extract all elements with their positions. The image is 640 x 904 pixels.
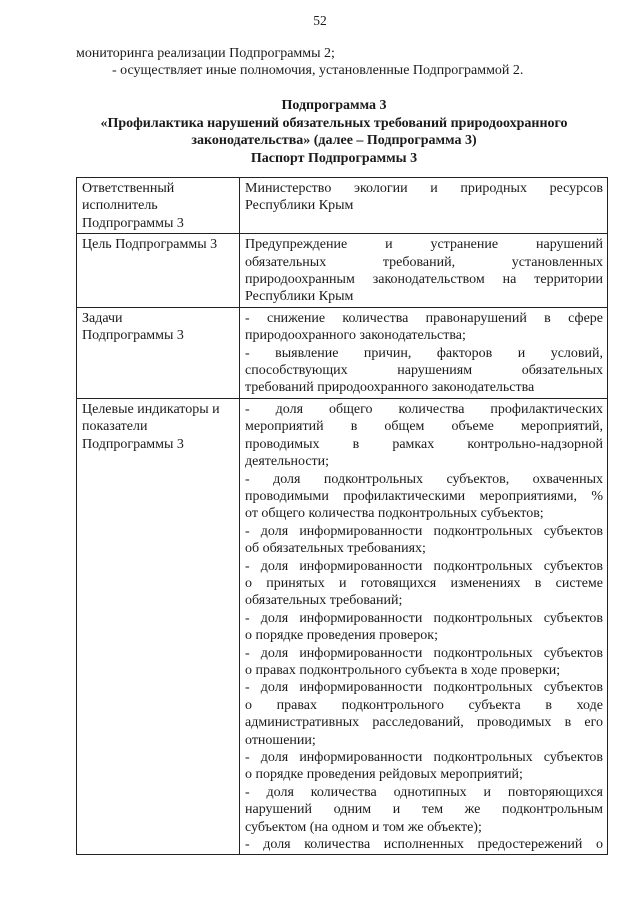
row-value-cell	[240, 307, 608, 398]
row-value-line: - доля информированности подконтрольных субъектов	[245, 523, 603, 539]
row-value-line: проводимых в рамках контрольно-надзорной	[245, 436, 603, 452]
row-value-line: Министерство экологии и природных ресурсов	[245, 181, 603, 196]
heading-line-1: Подпрограмма 3	[281, 98, 387, 113]
intro-line-2: - осуществляет иные полномочия, установленные Подпрограммой 2.	[112, 63, 524, 78]
row-value-line: - доля общего количества профилактических	[245, 401, 603, 417]
row-value-line: - доля количества однотипных и повторяющихся	[245, 784, 603, 800]
row-value-line: от общего количества подконтрольных субъектов;	[245, 506, 544, 522]
row-value-line: - доля информированности подконтрольных субъектов	[245, 680, 603, 696]
row-value-cell	[240, 398, 608, 855]
row-value-line: проводимыми профилактическими мероприятиями, %	[245, 488, 603, 504]
row-value-line: нарушений одним и тем же подконтрольным	[245, 802, 603, 818]
row-label-line: Целевые индикаторы и	[82, 401, 220, 417]
row-value-line: деятельности;	[245, 454, 330, 470]
row-value-line: требований природоохранного законодательства	[245, 380, 535, 396]
row-value-line: о правах подконтрольного субъекта в ходе проверки;	[245, 662, 561, 678]
row-value-line: - доля информированности подконтрольных субъектов	[245, 750, 603, 765]
passport-row	[77, 234, 608, 308]
row-label-line: показатели	[82, 419, 148, 435]
row-value-line: мероприятий в общем объеме мероприятий,	[245, 419, 603, 435]
passport-table-body	[77, 178, 608, 855]
row-value-line: способствующих нарушениям обязательных	[245, 363, 603, 379]
row-label-cell	[77, 307, 240, 398]
row-value-line: субъектом (на одном и том же объекте);	[245, 819, 482, 835]
row-label-line: Подпрограммы 3	[82, 215, 184, 231]
row-label-line: Подпрограммы 3	[82, 328, 184, 344]
row-label-cell	[77, 398, 240, 855]
passport-row	[77, 398, 608, 855]
row-value-line: Предупреждение и устранение нарушений	[245, 237, 603, 253]
row-value-line: о правах подконтрольного субъекта в ходе	[245, 697, 603, 713]
row-label-line: исполнитель	[82, 198, 158, 214]
row-value-line: об обязательных требованиях;	[245, 541, 426, 557]
heading-line-2: «Профилактика нарушений обязательных требований природоохранного	[100, 115, 568, 131]
row-value-line: - доля количества исполненных предостережений о	[245, 837, 603, 853]
row-value-cell	[240, 234, 608, 308]
row-value-line: административных расследований, проводимых в его	[245, 715, 603, 731]
passport-row	[77, 307, 608, 398]
row-value-line: - выявление причин, факторов и условий,	[245, 345, 603, 361]
row-label-line: Подпрограммы 3	[82, 436, 184, 452]
row-label-cell	[77, 234, 240, 308]
row-value-line: о порядке проведения рейдовых мероприятий;	[245, 767, 523, 783]
intro-line-1: мониторинга реализации Подпрограммы 2;	[76, 46, 335, 61]
heading-line-4: Паспорт Подпрограммы 3	[250, 150, 418, 166]
passport-row	[77, 178, 608, 234]
row-value-cell	[240, 178, 608, 234]
row-value-line: обязательных требований, установленных	[245, 254, 603, 270]
row-value-line: отношении;	[245, 732, 316, 748]
row-label-line: Задачи	[82, 310, 123, 326]
row-value-line: - снижение количества правонарушений в сфере	[245, 310, 603, 326]
intro-text	[76, 45, 606, 79]
row-value-line: Республики Крым	[245, 198, 354, 214]
passport-table	[76, 177, 608, 855]
row-label-line: Цель Подпрограммы 3	[82, 237, 218, 253]
row-value-line: - доля информированности подконтрольных субъектов	[245, 645, 603, 661]
row-value-line: - доля информированности подконтрольных субъектов	[245, 610, 603, 626]
row-value-line: о порядке проведения проверок;	[245, 628, 438, 644]
row-label-line: Ответственный	[82, 181, 175, 196]
row-value-line: - доля подконтрольных субъектов, охваченных	[245, 471, 603, 487]
subprogram-heading	[60, 97, 608, 167]
row-value-line: природоохранным законодательством на территории	[245, 272, 603, 288]
page-number: 52	[313, 13, 327, 28]
heading-line-3: законодательства» (далее – Подпрограмма 3)	[191, 133, 477, 148]
row-value-line: обязательных требований;	[245, 593, 403, 609]
row-value-line: о принятых и готовящихся изменениях в системе	[245, 575, 603, 591]
row-value-line: Республики Крым	[245, 289, 354, 305]
row-label-cell	[77, 178, 240, 234]
row-value-line: - доля информированности подконтрольных субъектов	[245, 558, 603, 574]
row-value-line: природоохранного законодательства;	[245, 328, 466, 344]
